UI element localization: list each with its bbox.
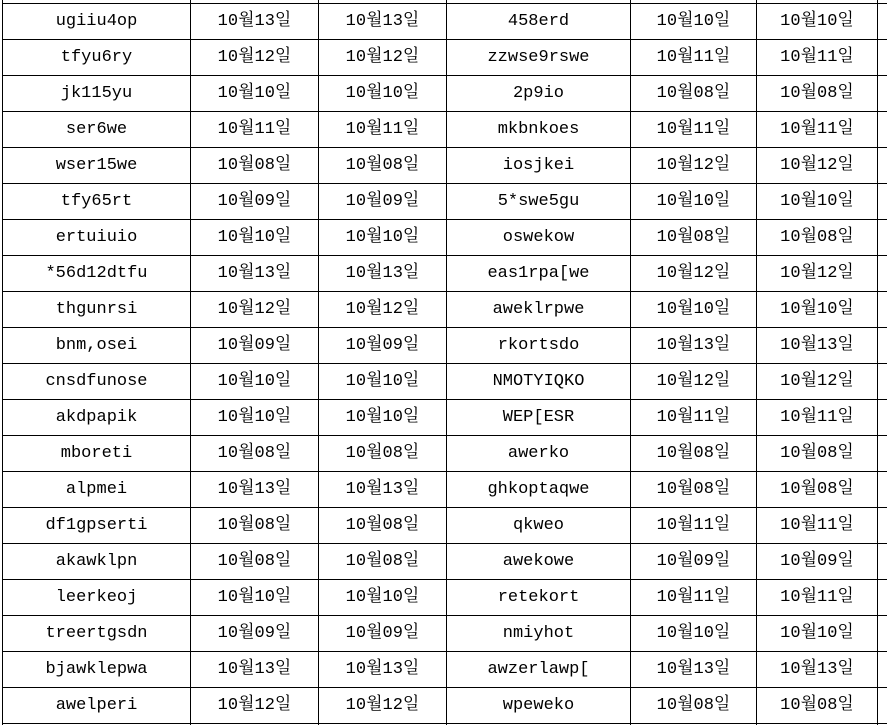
right-date-cell[interactable]: 10월12일 — [757, 364, 878, 400]
right-date-cell[interactable]: 10월08일 — [631, 76, 757, 112]
right-date-cell[interactable]: 10월11일 — [631, 400, 757, 436]
right-date-cell[interactable]: 10월13일 — [757, 652, 878, 688]
left-date-cell[interactable]: 10월08일 — [319, 436, 447, 472]
left-date-cell[interactable]: 10월10일 — [319, 400, 447, 436]
table-row — [3, 688, 887, 724]
left-date-cell[interactable]: 10월12일 — [191, 688, 319, 724]
right-date-cell[interactable]: 10월09일 — [757, 544, 878, 580]
left-date-cell[interactable]: 10월08일 — [191, 544, 319, 580]
left-date-cell[interactable]: 10월08일 — [191, 148, 319, 184]
right-date-cell — [757, 724, 878, 726]
cropped-column-cell — [878, 220, 887, 256]
right-date-cell[interactable]: 10월11일 — [631, 40, 757, 76]
right-date-cell[interactable]: 10월11일 — [757, 580, 878, 616]
left-date-cell[interactable]: 10월13일 — [319, 652, 447, 688]
table-row — [3, 4, 887, 40]
right-id-cell — [447, 724, 631, 726]
cropped-column-cell — [878, 436, 887, 472]
left-date-cell[interactable]: 10월10일 — [191, 364, 319, 400]
left-date-cell[interactable]: 10월10일 — [319, 76, 447, 112]
left-id-cell[interactable]: *56d12dtfu — [3, 256, 191, 292]
left-id-cell[interactable]: treertgsdn — [3, 616, 191, 652]
right-date-cell[interactable]: 10월08일 — [757, 76, 878, 112]
left-date-cell[interactable]: 10월13일 — [319, 256, 447, 292]
left-date-cell[interactable]: 10월13일 — [319, 472, 447, 508]
left-id-cell[interactable]: akawklpn — [3, 544, 191, 580]
cropped-column-cell — [878, 724, 887, 726]
left-date-cell — [319, 724, 447, 726]
left-id-cell — [3, 724, 191, 726]
right-date-cell[interactable]: 10월08일 — [631, 436, 757, 472]
left-date-cell[interactable]: 10월08일 — [191, 508, 319, 544]
left-date-cell[interactable]: 10월10일 — [191, 400, 319, 436]
table-row — [3, 508, 887, 544]
cropped-column-cell — [878, 328, 887, 364]
right-date-cell[interactable]: 10월11일 — [757, 400, 878, 436]
cropped-column-cell — [878, 472, 887, 508]
right-date-cell[interactable]: 10월08일 — [757, 472, 878, 508]
left-id-cell[interactable]: df1gpserti — [3, 508, 191, 544]
left-date-cell[interactable]: 10월12일 — [191, 40, 319, 76]
right-date-cell[interactable]: 10월09일 — [631, 544, 757, 580]
right-date-cell[interactable]: 10월11일 — [631, 508, 757, 544]
left-date-cell[interactable]: 10월09일 — [191, 184, 319, 220]
table-row — [3, 148, 887, 184]
right-id-cell[interactable]: nmiyhot — [447, 616, 631, 652]
cropped-column-cell — [878, 40, 887, 76]
left-date-cell[interactable]: 10월10일 — [319, 220, 447, 256]
right-id-cell[interactable]: NMOTYIQKO — [447, 364, 631, 400]
table-row — [3, 76, 887, 112]
cropped-column-cell — [878, 292, 887, 328]
table-row — [3, 184, 887, 220]
left-date-cell[interactable]: 10월13일 — [191, 256, 319, 292]
right-date-cell[interactable]: 10월08일 — [757, 220, 878, 256]
right-date-cell[interactable]: 10월12일 — [631, 364, 757, 400]
left-date-cell[interactable]: 10월09일 — [319, 616, 447, 652]
left-date-cell[interactable]: 10월10일 — [191, 580, 319, 616]
right-date-cell[interactable]: 10월13일 — [757, 328, 878, 364]
right-date-cell[interactable]: 10월11일 — [631, 112, 757, 148]
left-date-cell[interactable]: 10월08일 — [319, 148, 447, 184]
table-row — [3, 652, 887, 688]
right-date-cell[interactable]: 10월10일 — [757, 292, 878, 328]
cropped-column-cell — [878, 688, 887, 724]
cropped-column-cell — [878, 256, 887, 292]
right-date-cell[interactable]: 10월10일 — [631, 616, 757, 652]
table-body — [3, 4, 887, 724]
right-date-cell[interactable]: 10월11일 — [631, 580, 757, 616]
left-id-cell[interactable]: leerkeoj — [3, 580, 191, 616]
cropped-column-cell — [878, 148, 887, 184]
right-date-cell[interactable]: 10월13일 — [631, 652, 757, 688]
left-date-cell[interactable]: 10월10일 — [191, 220, 319, 256]
left-id-cell[interactable]: ser6we — [3, 112, 191, 148]
left-date-cell[interactable]: 10월13일 — [191, 472, 319, 508]
right-date-cell[interactable]: 10월08일 — [757, 436, 878, 472]
right-date-cell[interactable]: 10월13일 — [631, 328, 757, 364]
left-date-cell[interactable]: 10월12일 — [319, 40, 447, 76]
left-id-cell[interactable]: mboreti — [3, 436, 191, 472]
left-date-cell[interactable]: 10월10일 — [191, 76, 319, 112]
left-date-cell[interactable]: 10월11일 — [191, 112, 319, 148]
left-date-cell[interactable]: 10월08일 — [319, 544, 447, 580]
right-id-cell[interactable]: aweklrpwe — [447, 292, 631, 328]
right-date-cell[interactable]: 10월10일 — [631, 292, 757, 328]
right-id-cell[interactable]: retekort — [447, 580, 631, 616]
left-date-cell[interactable]: 10월09일 — [319, 328, 447, 364]
left-date-cell[interactable]: 10월08일 — [191, 436, 319, 472]
table-row — [3, 544, 887, 580]
table-row — [3, 580, 887, 616]
right-date-cell[interactable]: 10월10일 — [757, 184, 878, 220]
left-id-cell[interactable]: tfy65rt — [3, 184, 191, 220]
table-row-cropped — [3, 724, 887, 726]
right-date-cell[interactable]: 10월10일 — [757, 4, 878, 40]
cropped-column-cell — [878, 184, 887, 220]
cropped-column-cell — [878, 4, 887, 40]
table-row — [3, 472, 887, 508]
right-id-cell[interactable]: qkweo — [447, 508, 631, 544]
table-row — [3, 256, 887, 292]
table-row — [3, 112, 887, 148]
left-id-cell[interactable]: akdpapik — [3, 400, 191, 436]
table-row — [3, 436, 887, 472]
left-date-cell[interactable]: 10월11일 — [319, 112, 447, 148]
right-id-cell[interactable]: ghkoptaqwe — [447, 472, 631, 508]
left-date-cell[interactable]: 10월12일 — [191, 292, 319, 328]
left-id-cell[interactable]: alpmei — [3, 472, 191, 508]
cropped-column-cell — [878, 76, 887, 112]
left-date-cell[interactable]: 10월08일 — [319, 508, 447, 544]
right-date-cell[interactable]: 10월12일 — [757, 148, 878, 184]
right-date-cell[interactable]: 10월10일 — [631, 4, 757, 40]
left-id-cell[interactable]: bnm,osei — [3, 328, 191, 364]
table-row — [3, 400, 887, 436]
left-date-cell[interactable]: 10월13일 — [191, 4, 319, 40]
right-id-cell[interactable]: mkbnkoes — [447, 112, 631, 148]
right-id-cell[interactable]: rkortsdo — [447, 328, 631, 364]
right-date-cell[interactable]: 10월08일 — [631, 472, 757, 508]
right-date-cell[interactable]: 10월12일 — [757, 256, 878, 292]
left-id-cell[interactable]: awelperi — [3, 688, 191, 724]
left-date-cell — [191, 724, 319, 726]
left-date-cell[interactable]: 10월09일 — [191, 328, 319, 364]
left-id-cell[interactable]: bjawklepwa — [3, 652, 191, 688]
right-date-cell — [631, 724, 757, 726]
left-date-cell[interactable]: 10월10일 — [319, 364, 447, 400]
right-date-cell[interactable]: 10월08일 — [631, 220, 757, 256]
right-date-cell[interactable]: 10월12일 — [631, 148, 757, 184]
right-date-cell[interactable]: 10월10일 — [631, 184, 757, 220]
left-date-cell[interactable]: 10월10일 — [319, 580, 447, 616]
cropped-column-cell — [878, 544, 887, 580]
left-id-cell[interactable]: ertuiuio — [3, 220, 191, 256]
cropped-column-cell — [878, 364, 887, 400]
right-id-cell[interactable]: 458erd — [447, 4, 631, 40]
right-id-cell[interactable]: iosjkei — [447, 148, 631, 184]
table-row — [3, 40, 887, 76]
left-id-cell[interactable]: thgunrsi — [3, 292, 191, 328]
cropped-column-cell — [878, 580, 887, 616]
left-id-cell[interactable]: tfyu6ry — [3, 40, 191, 76]
table-row — [3, 220, 887, 256]
right-date-cell[interactable]: 10월08일 — [757, 688, 878, 724]
left-id-cell[interactable]: cnsdfunose — [3, 364, 191, 400]
data-table — [2, 0, 887, 725]
left-id-cell[interactable]: ugiiu4op — [3, 4, 191, 40]
left-id-cell[interactable]: jk115yu — [3, 76, 191, 112]
left-date-cell[interactable]: 10월09일 — [191, 616, 319, 652]
left-date-cell[interactable]: 10월09일 — [319, 184, 447, 220]
right-id-cell[interactable]: awekowe — [447, 544, 631, 580]
right-id-cell[interactable]: awzerlawp[ — [447, 652, 631, 688]
bottom-cropped-row — [3, 724, 887, 726]
left-date-cell[interactable]: 10월12일 — [319, 688, 447, 724]
cropped-column-cell — [878, 652, 887, 688]
table-row — [3, 364, 887, 400]
right-date-cell[interactable]: 10월08일 — [631, 688, 757, 724]
cropped-column-cell — [878, 112, 887, 148]
right-date-cell[interactable]: 10월11일 — [757, 112, 878, 148]
left-date-cell[interactable]: 10월13일 — [191, 652, 319, 688]
right-id-cell[interactable]: oswekow — [447, 220, 631, 256]
right-date-cell[interactable]: 10월11일 — [757, 508, 878, 544]
right-id-cell[interactable]: awerko — [447, 436, 631, 472]
table-row — [3, 328, 887, 364]
cropped-column-cell — [878, 508, 887, 544]
left-date-cell[interactable]: 10월12일 — [319, 292, 447, 328]
right-date-cell[interactable]: 10월12일 — [631, 256, 757, 292]
cropped-column-cell — [878, 616, 887, 652]
cropped-column-cell — [878, 400, 887, 436]
right-date-cell[interactable]: 10월11일 — [757, 40, 878, 76]
table-row — [3, 292, 887, 328]
right-date-cell[interactable]: 10월10일 — [757, 616, 878, 652]
right-id-cell[interactable]: eas1rpa[we — [447, 256, 631, 292]
right-id-cell[interactable]: 5*swe5gu — [447, 184, 631, 220]
table-row — [3, 616, 887, 652]
right-id-cell[interactable]: 2p9io — [447, 76, 631, 112]
right-id-cell[interactable]: zzwse9rswe — [447, 40, 631, 76]
right-id-cell[interactable]: WEP[ESR — [447, 400, 631, 436]
left-id-cell[interactable]: wser15we — [3, 148, 191, 184]
right-id-cell[interactable]: wpeweko — [447, 688, 631, 724]
left-date-cell[interactable]: 10월13일 — [319, 4, 447, 40]
